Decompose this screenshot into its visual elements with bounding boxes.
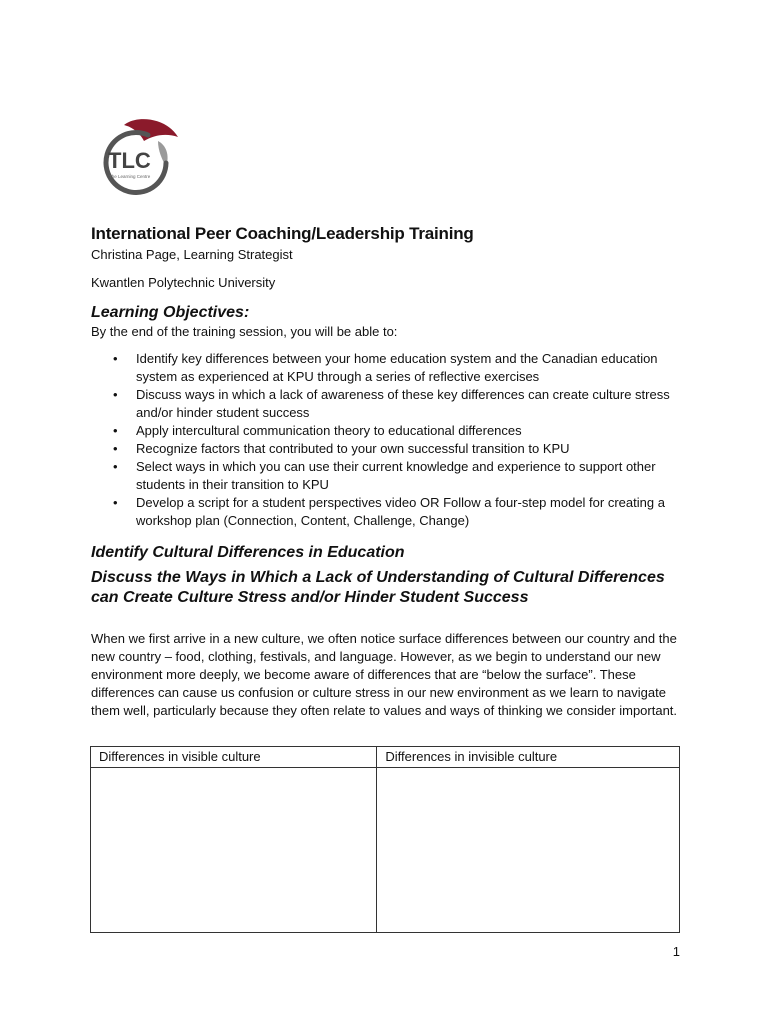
differences-table [90, 746, 680, 933]
objective-item: • Apply intercultural communication theory to educational differences [91, 422, 671, 440]
section-heading-discuss-2: can Create Culture Stress and/or Hinder Student Success [91, 589, 529, 606]
objectives-list [91, 350, 671, 530]
document-title: International Peer Coaching/Leadership Training [91, 224, 474, 243]
invisible-culture-header: Differences in invisible culture [377, 747, 680, 768]
institution-line: Kwantlen Polytechnic University [91, 275, 276, 290]
objective-item: • Identify key differences between your home education system and the Canadian education system as experienced at KPU through a series of reflective exercises [91, 350, 671, 386]
objective-item: • Select ways in which you can use their current knowledge and experience to support other students in their transition to KPU [91, 458, 671, 494]
invisible-culture-cell[interactable] [377, 768, 680, 933]
objectives-heading: Learning Objectives: [91, 304, 250, 321]
section-heading-identify: Identify Cultural Differences in Education [91, 544, 405, 561]
page-number: 1 [672, 944, 680, 959]
author-line: Christina Page, Learning Strategist [91, 247, 293, 262]
objective-item: • Develop a script for a student perspectives video OR Follow a four-step model for creating a workshop plan (Connection, Content, Challenge, Change) [91, 494, 671, 530]
culture-paragraph: When we first arrive in a new culture, we often notice surface differences between our country and the new country – food, clothing, festivals, and language. However, as we begin to understand our new environment more deeply, we become aware of differences that are “below the surface”. These differences can cause us confusion or culture stress in our new environment as we learn to navigate them well, particularly because they often relate to values and ways of thinking we consider important. [91, 631, 678, 718]
svg-text:TLC: TLC [108, 148, 151, 173]
objective-item: • Discuss ways in which a lack of awareness of these key differences can create culture stress and/or hinder student success [91, 386, 671, 422]
tlc-logo [96, 115, 186, 195]
objective-item: • Recognize factors that contributed to your own successful transition to KPU [91, 440, 671, 458]
objectives-intro: By the end of the training session, you will be able to: [91, 324, 398, 339]
svg-text:The Learning Centre: The Learning Centre [109, 174, 151, 179]
visible-culture-cell[interactable] [91, 768, 377, 933]
section-heading-discuss-1: Discuss the Ways in Which a Lack of Understanding of Cultural Differences [91, 569, 665, 586]
visible-culture-header: Differences in visible culture [91, 747, 377, 768]
